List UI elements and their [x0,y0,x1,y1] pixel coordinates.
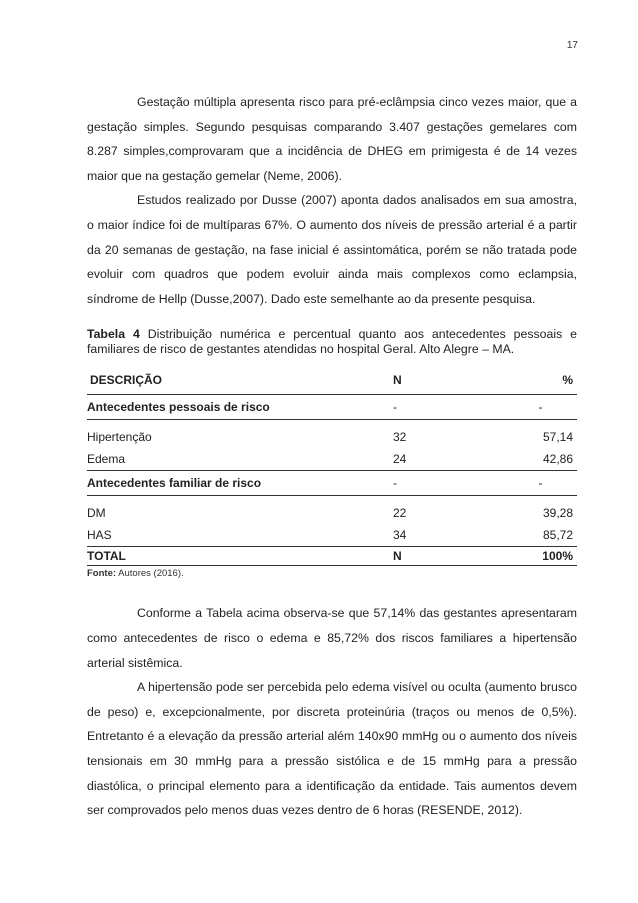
row-pct: 39,28 [488,496,577,525]
table-source [87,568,577,579]
row-label: DM [87,496,393,525]
row-pct: 42,86 [488,448,577,471]
table-row [87,448,577,471]
page-number: 17 [566,40,578,51]
section-personal-n: - [393,400,397,415]
paragraph-estudos-dusse: Estudos realizado por Dusse (2007) aponta dados analisados em sua amostra, o maior índice foi de multíparas 67%. O aumento dos níveis de pressão arterial é a partir da 20 semanas de gestação, na fase inicial é assintomática, porém se não tratada pode evoluir com quadros que podem evoluir ainda mais complexos como eclampsia, síndrome de Hellp (Dusse,2007). Dado este semelhante ao da presente pesquisa. [87,193,577,306]
total-pct: 100% [488,547,577,566]
paragraph-hipertensao: A hipertensão pode ser percebida pelo edema visível ou oculta (aumento brusco de peso) e, excepcionalmente, por discreta proteinúria (traços ou menos de 0,5%). Entretanto é a elevação da pressão arterial além 140x90 mmHg ou o aumento dos níveis tensionais em 30 mmHg para a pressão sistólica e de 15 mmHg para a pressão diastólica, o principal elemento para a identificação da entidade. Tais aumentos devem ser comprovados pelo menos duas vezes dentro de 6 horas (RESENDE, 2012). [87,680,577,818]
row-label: Edema [87,448,393,471]
table-row [87,524,577,547]
section-personal-label: Antecedentes pessoais de risco [87,400,270,415]
source-text: Autores (2016). [116,568,184,580]
section-personal-pct: - [538,400,543,415]
table-caption-label: Tabela 4 [87,327,140,342]
page-content [87,90,577,823]
row-n: 32 [393,420,488,449]
table-section-row [87,471,577,496]
paragraphs-after [87,601,577,822]
paragraph-conforme-tabela: Conforme a Tabela acima observa-se que 57,14% das gestantes apresentaram como antecedentes de risco o edema e 85,72% dos riscos familiares a hipertensão arterial sistêmica. [87,606,577,670]
table-total-row [87,547,577,566]
risk-table [87,366,577,566]
paragraph-gestacao-multipla: Gestação múltipla apresenta risco para pré-eclâmpsia cinco vezes maior, que a gestação simples. Segundo pesquisas comparando 3.407 gestações gemelares com 8.287 simples,comprovaram que a incidência de DHEG em primigesta é de 14 vezes maior que na gestação gemelar (Neme, 2006). [87,95,577,183]
section-family-n: - [393,476,397,491]
total-n: N [393,547,488,566]
section-family-label: Antecedentes familiar de risco [87,476,262,491]
table-caption-text: Distribuição numérica e percentual quanto aos antecedentes pessoais e familiares de risco de gestantes atendidas no hospital Geral. Alto Alegre – MA. [87,327,577,357]
row-n: 24 [393,448,488,471]
header-description: DESCRIÇÃO [87,366,393,395]
header-n: N [393,366,488,395]
row-label: Hipertenção [87,420,393,449]
header-pct: % [488,366,577,395]
row-pct: 57,14 [488,420,577,449]
table-header-row [87,366,577,395]
table-row [87,496,577,525]
row-n: 34 [393,528,407,543]
row-label: HAS [87,528,112,543]
table-section-row [87,395,577,420]
table-row [87,420,577,449]
row-pct: 85,72 [542,528,573,543]
source-label: Fonte: [87,568,117,580]
table-caption [87,327,577,357]
row-n: 22 [393,496,488,525]
section-family-pct: - [538,476,543,491]
total-label: TOTAL [87,547,393,566]
